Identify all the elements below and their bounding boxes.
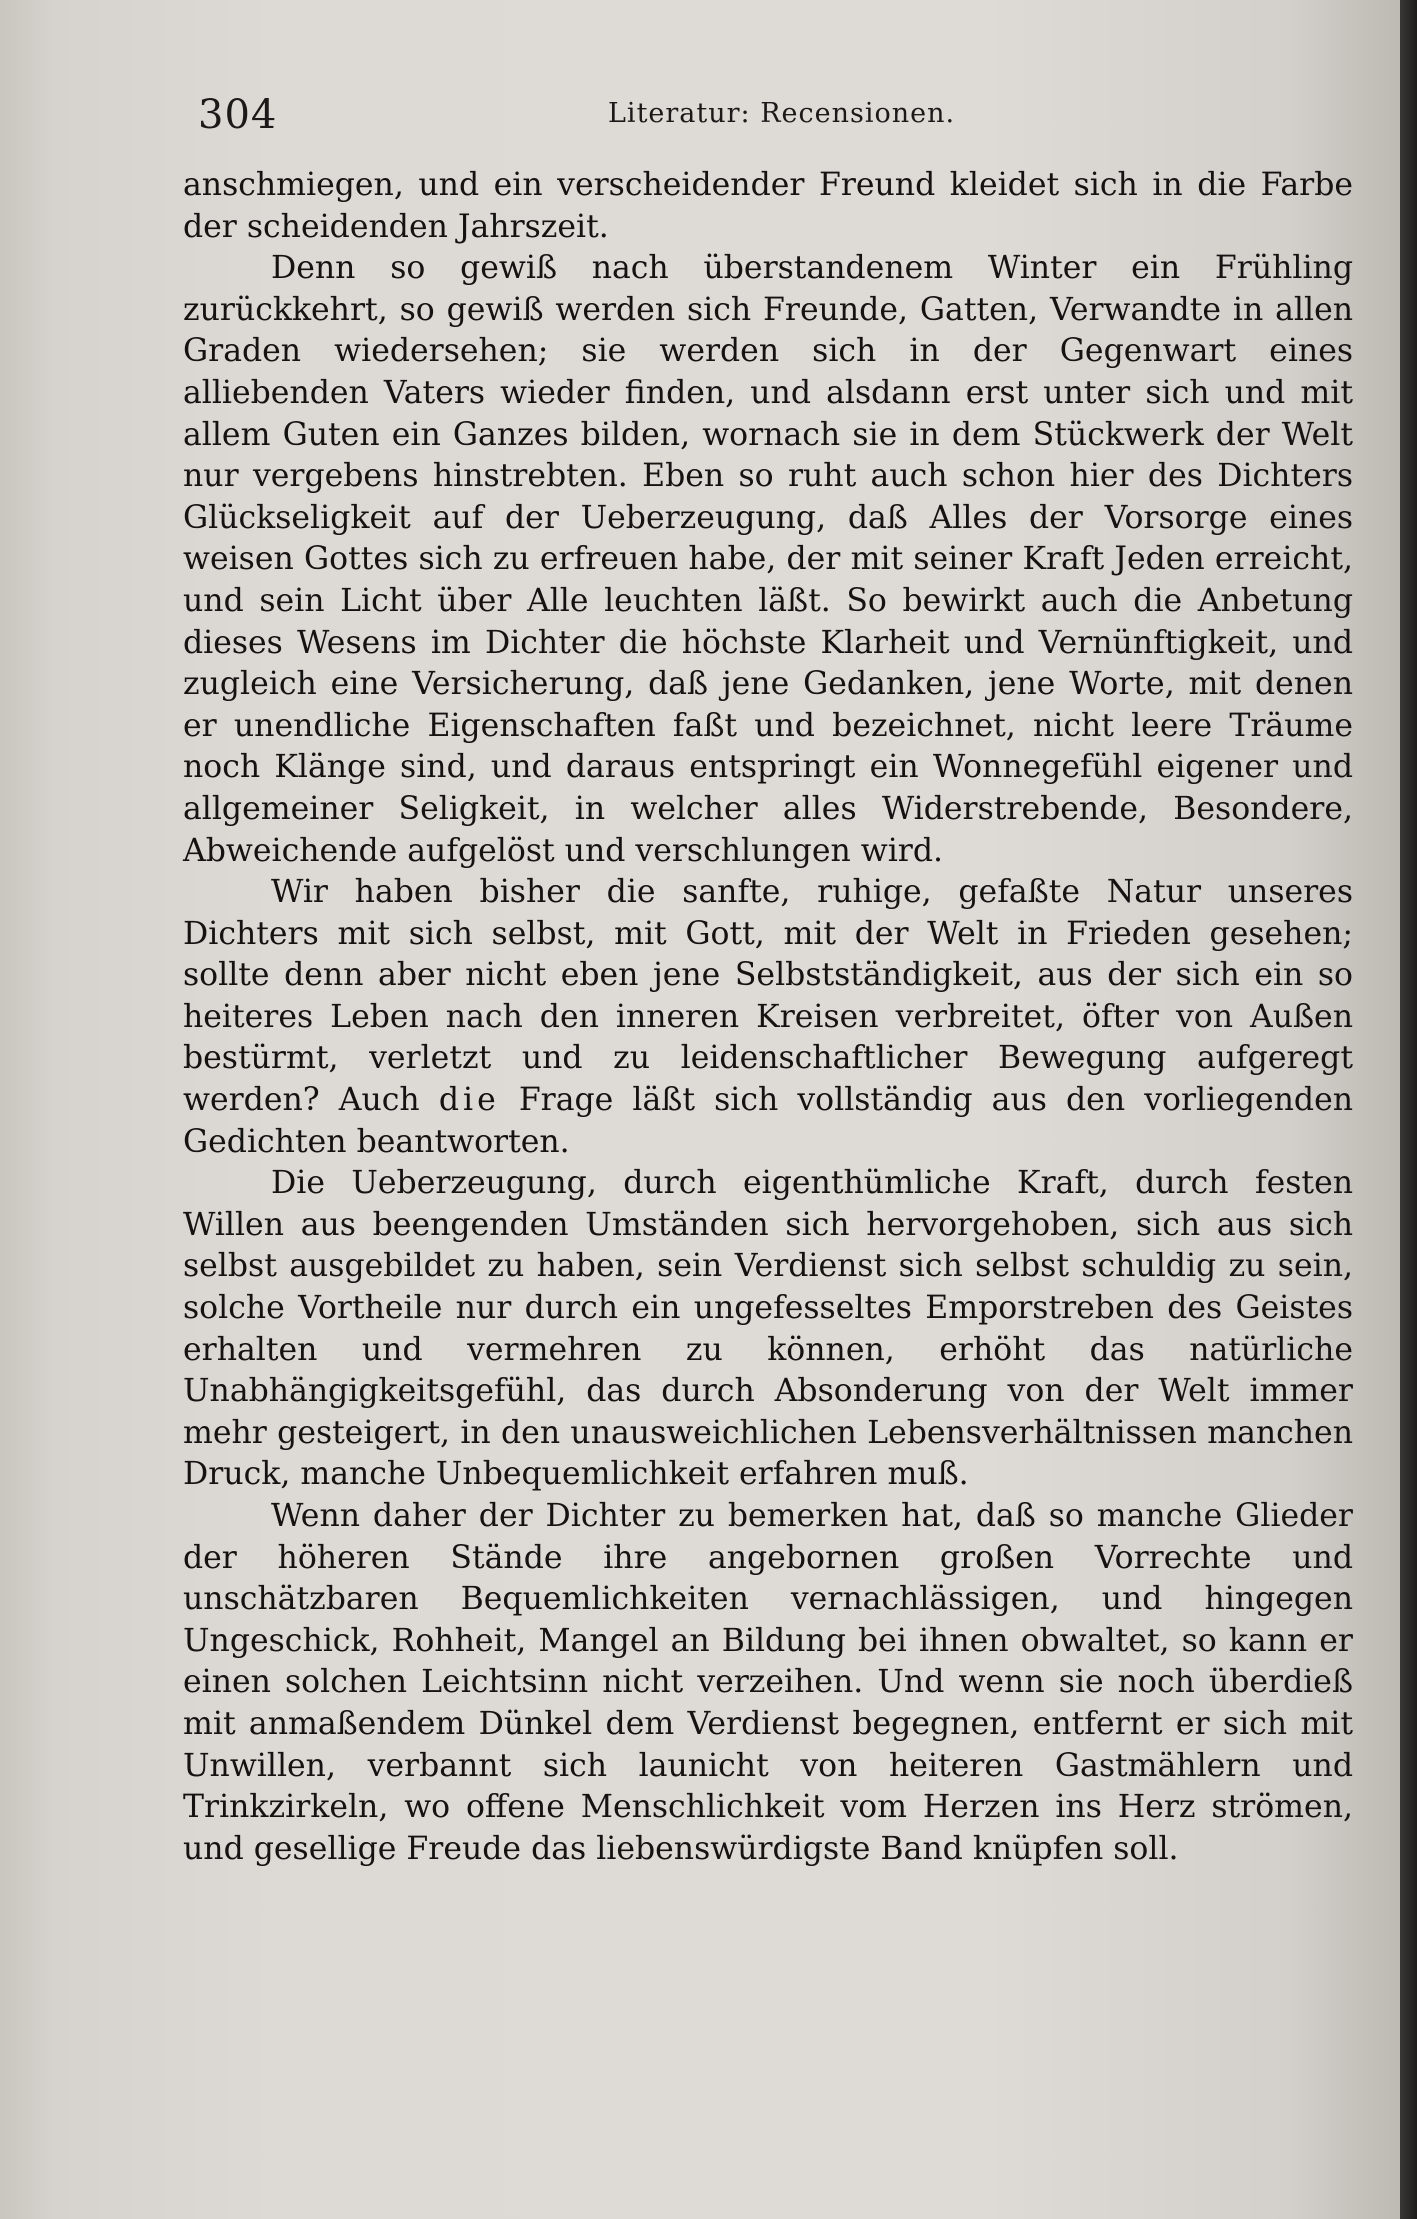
page-header xyxy=(198,92,1348,142)
paragraph-3-text-before: Wir haben bisher die sanfte, ruhige, gefaßte Natur unseres Dichters mit sich selbst, mit Gott, mit der Welt in Frieden gesehen; sollte denn aber nicht eben jene Selbstständigkeit, aus der sich ein so heiteres Leben nach den inneren Kreisen verbreitet, öfter von Außen bestürmt, verletzt und zu leidenschaftlicher Bewegung aufgeregt werden? Auch xyxy=(183,874,1353,1119)
paragraph-2: Denn so gewiß nach überstandenem Winter ein Frühling zurückkehrt, so gewiß werden sich Freunde, Gatten, Verwandte in allen Graden wiedersehen; sie werden sich in der Gegenwart eines alliebenden Vaters wieder finden, und alsdann erst unter sich und mit allem Guten ein Ganzes bilden, wornach sie in dem Stückwerk der Welt nur vergebens hinstrebten. Eben so ruht auch schon hier des Dichters Glückseligkeit auf der Ueberzeugung, daß Alles der Vorsorge eines weisen Gottes sich zu erfreuen habe, der mit seiner Kraft Jeden erreicht, und sein Licht über Alle leuchten läßt. So bewirkt auch die Anbetung dieses Wesens im Dichter die höchste Klarheit und Vernünftigkeit, und zugleich eine Versicherung, daß jene Gedanken, jene Worte, mit denen er unendliche Eigenschaften faßt und bezeichnet, nicht leere Träume noch Klänge sind, und daraus entspringt ein Wonnegefühl eigener und allgemeiner Seligkeit, in welcher alles Widerstrebende, Besondere, Abweichende aufgelöst und verschlungen wird. xyxy=(183,250,1353,869)
paragraph-4: Die Ueberzeugung, durch eigenthümliche Kraft, durch festen Willen aus beengenden Umständen sich hervorgehoben, sich aus sich selbst ausgebildet zu haben, sein Verdienst sich selbst schuldig zu sein, solche Vortheile nur durch ein ungefesseltes Emporstreben des Geistes erhalten und vermehren zu können, erhöht das natürliche Unabhängigkeitsgefühl, das durch Absonderung von der Welt immer mehr gesteigert, in den unausweichlichen Lebensverhältnissen manchen Druck, manche Unbequemlichkeit erfahren muß. xyxy=(183,1165,1353,1493)
paragraph-5: Wenn daher der Dichter zu bemerken hat, daß so manche Glieder der höheren Stände ihre angebornen großen Vorrechte und unschätzbaren Bequemlichkeiten vernachlässigen, und hingegen Ungeschick, Rohheit, Mangel an Bildung bei ihnen obwaltet, so kann er einen solchen Leichtsinn nicht verzeihen. Und wenn sie noch überdieß mit anmaßendem Dünkel dem Verdienst begegnen, entfernt er sich mit Unwillen, verbannt sich launicht von heiteren Gastmählern und Trinkzirkeln, wo offene Menschlichkeit vom Herzen ins Herz strömen, und gesellige Freude das liebenswürdigste Band knüpfen soll. xyxy=(183,1498,1353,1867)
paragraph-3 xyxy=(183,872,1353,1163)
page-number: 304 xyxy=(198,92,278,138)
page-edge-shadow xyxy=(1400,0,1417,2219)
emphasized-word: die xyxy=(438,1082,500,1119)
running-title: Literatur: Recensionen. xyxy=(608,98,956,129)
body-text xyxy=(183,165,1353,1870)
paragraph-3-text-after: Frage läßt sich vollständig aus den vorliegenden Gedichten beantworten. xyxy=(183,1082,1354,1160)
paragraph-1: anschmiegen, und ein verscheidender Freund kleidet sich in die Farbe der scheidenden Jahrszeit. xyxy=(183,167,1353,245)
